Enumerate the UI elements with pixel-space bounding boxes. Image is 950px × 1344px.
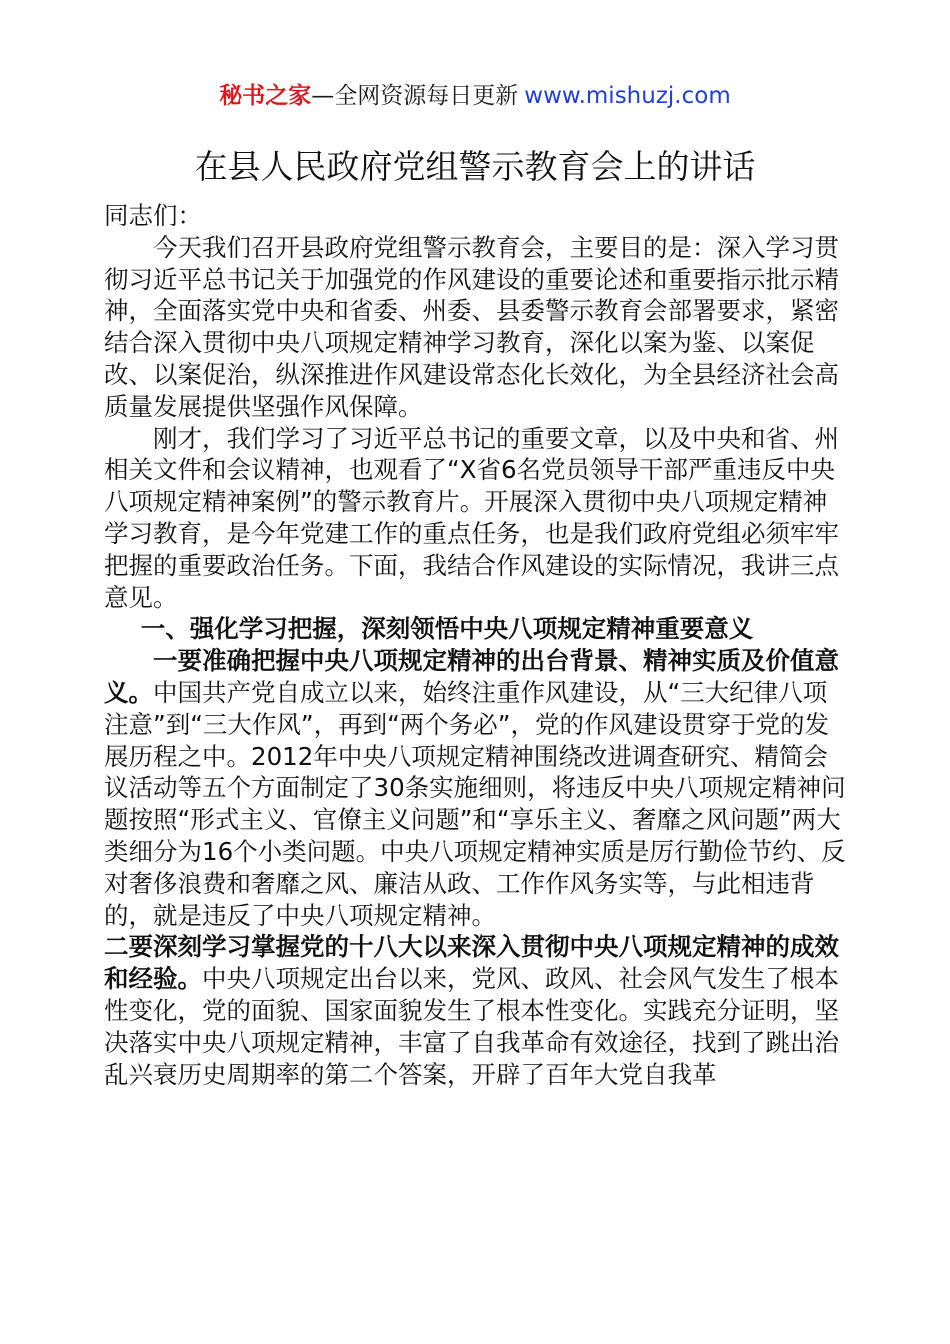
section-heading-1: 一、强化学习把握，深刻领悟中央八项规定精神重要意义 [140, 614, 754, 644]
site-brand: 秘书之家 [219, 83, 312, 109]
document-body [104, 200, 849, 1090]
point-2-paragraph [104, 931, 849, 1090]
site-header [0, 80, 950, 112]
paragraph-intro: 今天我们召开县政府党组警示教育会，主要目的是：深入学习贯彻习近平总书记关于加强党的作风建设的重要论述和重要指示批示精神，全面落实党中央和省委、州委、县委警示教育会部署要求，紧密结合深入贯彻中央八项规定精神学习教育，深化以案为鉴、以案促改、以案促治，纵深推进作风建设常态化长效化，为全县经济社会高质量发展提供坚强作风保障。 [104, 232, 839, 421]
paragraph-context: 刚才，我们学习了习近平总书记的重要文章，以及中央和省、州相关文件和会议精神，也观看了“X省6名党员领导干部严重违反中央八项规定精神案例”的警示教育片。开展深入贯彻中央八项规定精神学习教育，是今年党建工作的重点任务，也是我们政府党组必须牢牢把握的重要政治任务。下面，我结合作风建设的实际情况，我讲三点意见。 [104, 423, 839, 612]
point-1-paragraph [104, 645, 849, 931]
site-url-link[interactable]: www.mishuzj.com [524, 83, 731, 109]
point-2-text: 中央八项规定出台以来，党风、政风、社会风气发生了根本性变化，党的面貌、国家面貌发生了根本性变化。实践充分证明，坚决落实中央八项规定精神，丰富了自我革命有效途径，找到了跳出治乱兴衰历史周期率的第二个答案，开辟了百年大党自我革 [104, 964, 839, 1089]
greeting: 同志们： [104, 201, 202, 230]
document-title: 在县人民政府党组警示教育会上的讲话 [194, 147, 756, 186]
point-2-lead: 二要深刻学习掌握党的十八大以来深入贯彻中央八项规定精神的成效和经验。 [104, 932, 839, 994]
site-slogan: —全网资源每日更新 [311, 83, 519, 109]
point-1-text: 中国共产党自成立以来，始终注重作风建设，从“三大纪律八项注意”到“三大作风”，再到“两个务必”，党的作风建设贯穿于党的发展历程之中。2012年中央八项规定精神围绕改进调查研究、精简会议活动等五个方面制定了30条实施细则，将违反中央八项规定精神问题按照“形式主义、官僚主义问题”和“享乐主义、奢靡之风问题”两大类细分为16个小类问题。中央八项规定精神实质是厉行勤俭节约、反对奢侈浪费和奢靡之风、廉洁从政、工作作风务实等，与此相违背的，就是违反了中央八项规定精神。 [104, 677, 846, 930]
point-1-lead: 一要准确把握中央八项规定精神的出台背景、精神实质及价值意义。 [104, 646, 839, 707]
